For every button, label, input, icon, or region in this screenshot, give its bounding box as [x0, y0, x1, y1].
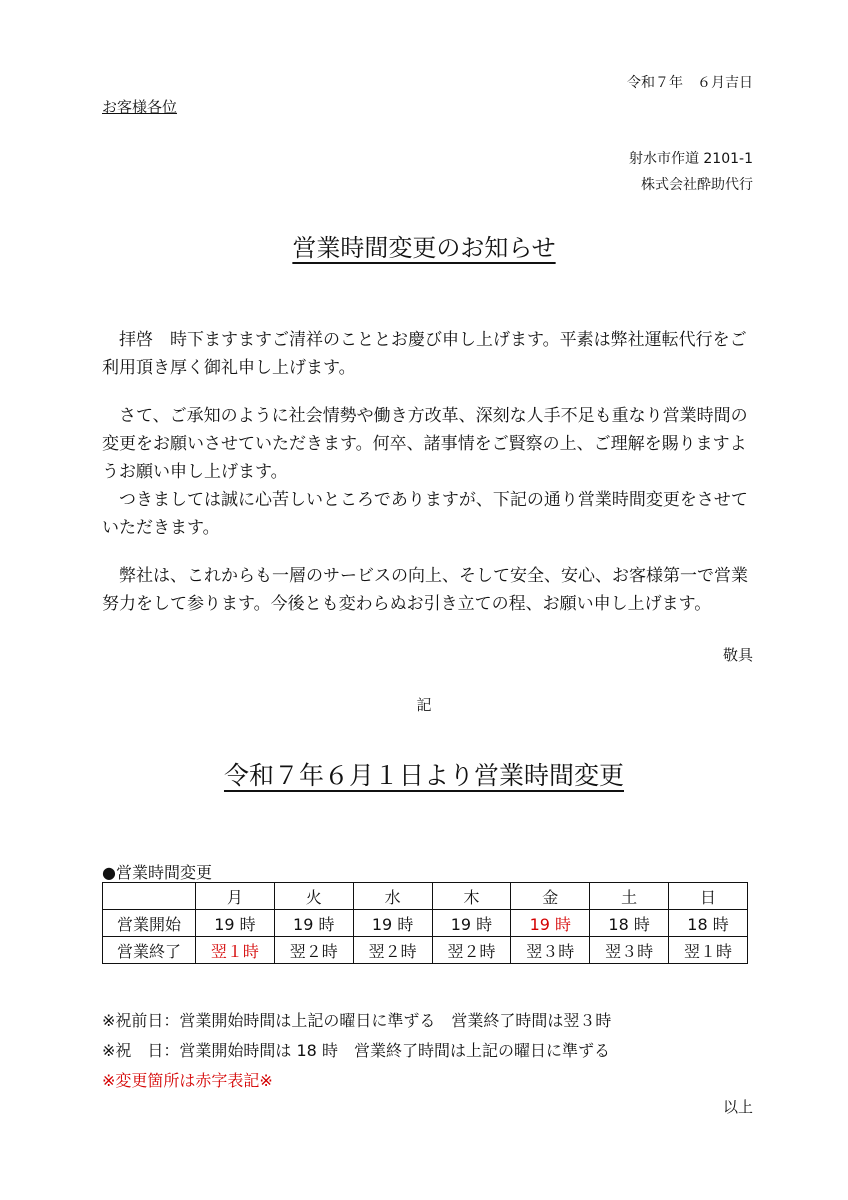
open-time-cell: 19 時	[432, 910, 511, 937]
letter-body	[102, 326, 752, 618]
day-header: 火	[274, 883, 353, 910]
row-label-close: 営業終了	[103, 937, 196, 964]
day-header: 土	[590, 883, 669, 910]
sender-address: 射水市作道 2101-1	[628, 151, 753, 167]
day-header: 金	[511, 883, 590, 910]
close-time-cell: 翌２時	[274, 937, 353, 964]
hours-table	[102, 882, 748, 964]
paragraph-request: さて、ご承知のように社会情勢や働き方改革、深刻な人手不足も重なり営業時間の変更をお願いさせていただきます。何卒、諸事情をご賢察の上、ご理解を賜りますようお願い申し上げます。	[102, 406, 748, 482]
table-row-open	[103, 910, 748, 937]
open-time-cell-changed: 19 時	[511, 910, 590, 937]
day-header: 月	[196, 883, 275, 910]
open-time-cell: 19 時	[196, 910, 275, 937]
table-row-close	[103, 937, 748, 964]
change-headline-text: 令和７年６月１日より営業時間変更	[223, 761, 624, 790]
table-caption: ●営業時間変更	[102, 863, 212, 882]
close-time-cell: 翌２時	[432, 937, 511, 964]
table-row-days	[103, 883, 748, 910]
open-time-cell: 18 時	[590, 910, 669, 937]
open-time-cell: 18 時	[669, 910, 748, 937]
close-time-cell: 翌３時	[590, 937, 669, 964]
day-header: 木	[432, 883, 511, 910]
sender-company: 株式会社酔助代行	[641, 177, 753, 193]
note-holiday: ※祝 日：営業開始時間は 18 時 営業終了時間は上記の曜日に準ずる	[102, 1041, 610, 1060]
close-time-cell: 翌１時	[669, 937, 748, 964]
close-time-cell: 翌２時	[353, 937, 432, 964]
close-time-cell: 翌３時	[511, 937, 590, 964]
document-title-text: 営業時間変更のお知らせ	[292, 234, 556, 262]
open-time-cell: 19 時	[274, 910, 353, 937]
day-header: 日	[669, 883, 748, 910]
document-date: 令和７年 ６月吉日	[627, 75, 753, 91]
open-time-cell: 19 時	[353, 910, 432, 937]
paragraph-announcement: つきましては誠に心苦しいところでありますが、下記の通り営業時間変更をさせていただきます。	[102, 490, 748, 538]
close-time-cell-changed: 翌１時	[196, 937, 275, 964]
document-title	[0, 228, 848, 263]
paragraph-greeting: 拝啓 時下ますますご清祥のこととお慶び申し上げます。平素は弊社運転代行をご利用頂き厚く御礼申し上げます。	[102, 330, 747, 378]
row-label-open: 営業開始	[103, 910, 196, 937]
ki-marker: 記	[416, 696, 432, 714]
closing-word: 敬具	[722, 646, 753, 664]
table-corner-cell	[103, 883, 196, 910]
day-header: 水	[353, 883, 432, 910]
recipient: お客様各位	[102, 98, 178, 116]
end-marker: 以上	[722, 1098, 753, 1116]
note-red-text: ※変更箇所は赤字表記※	[102, 1071, 273, 1090]
paragraph-commitment: 弊社は、これからも一層のサービスの向上、そして安全、安心、お客様第一で営業努力をして参ります。今後とも変わらぬお引き立ての程、お願い申し上げます。	[102, 566, 748, 614]
change-headline	[0, 756, 848, 792]
note-holiday-eve: ※祝前日：営業開始時間は上記の曜日に準ずる 営業終了時間は翌３時	[102, 1011, 612, 1030]
